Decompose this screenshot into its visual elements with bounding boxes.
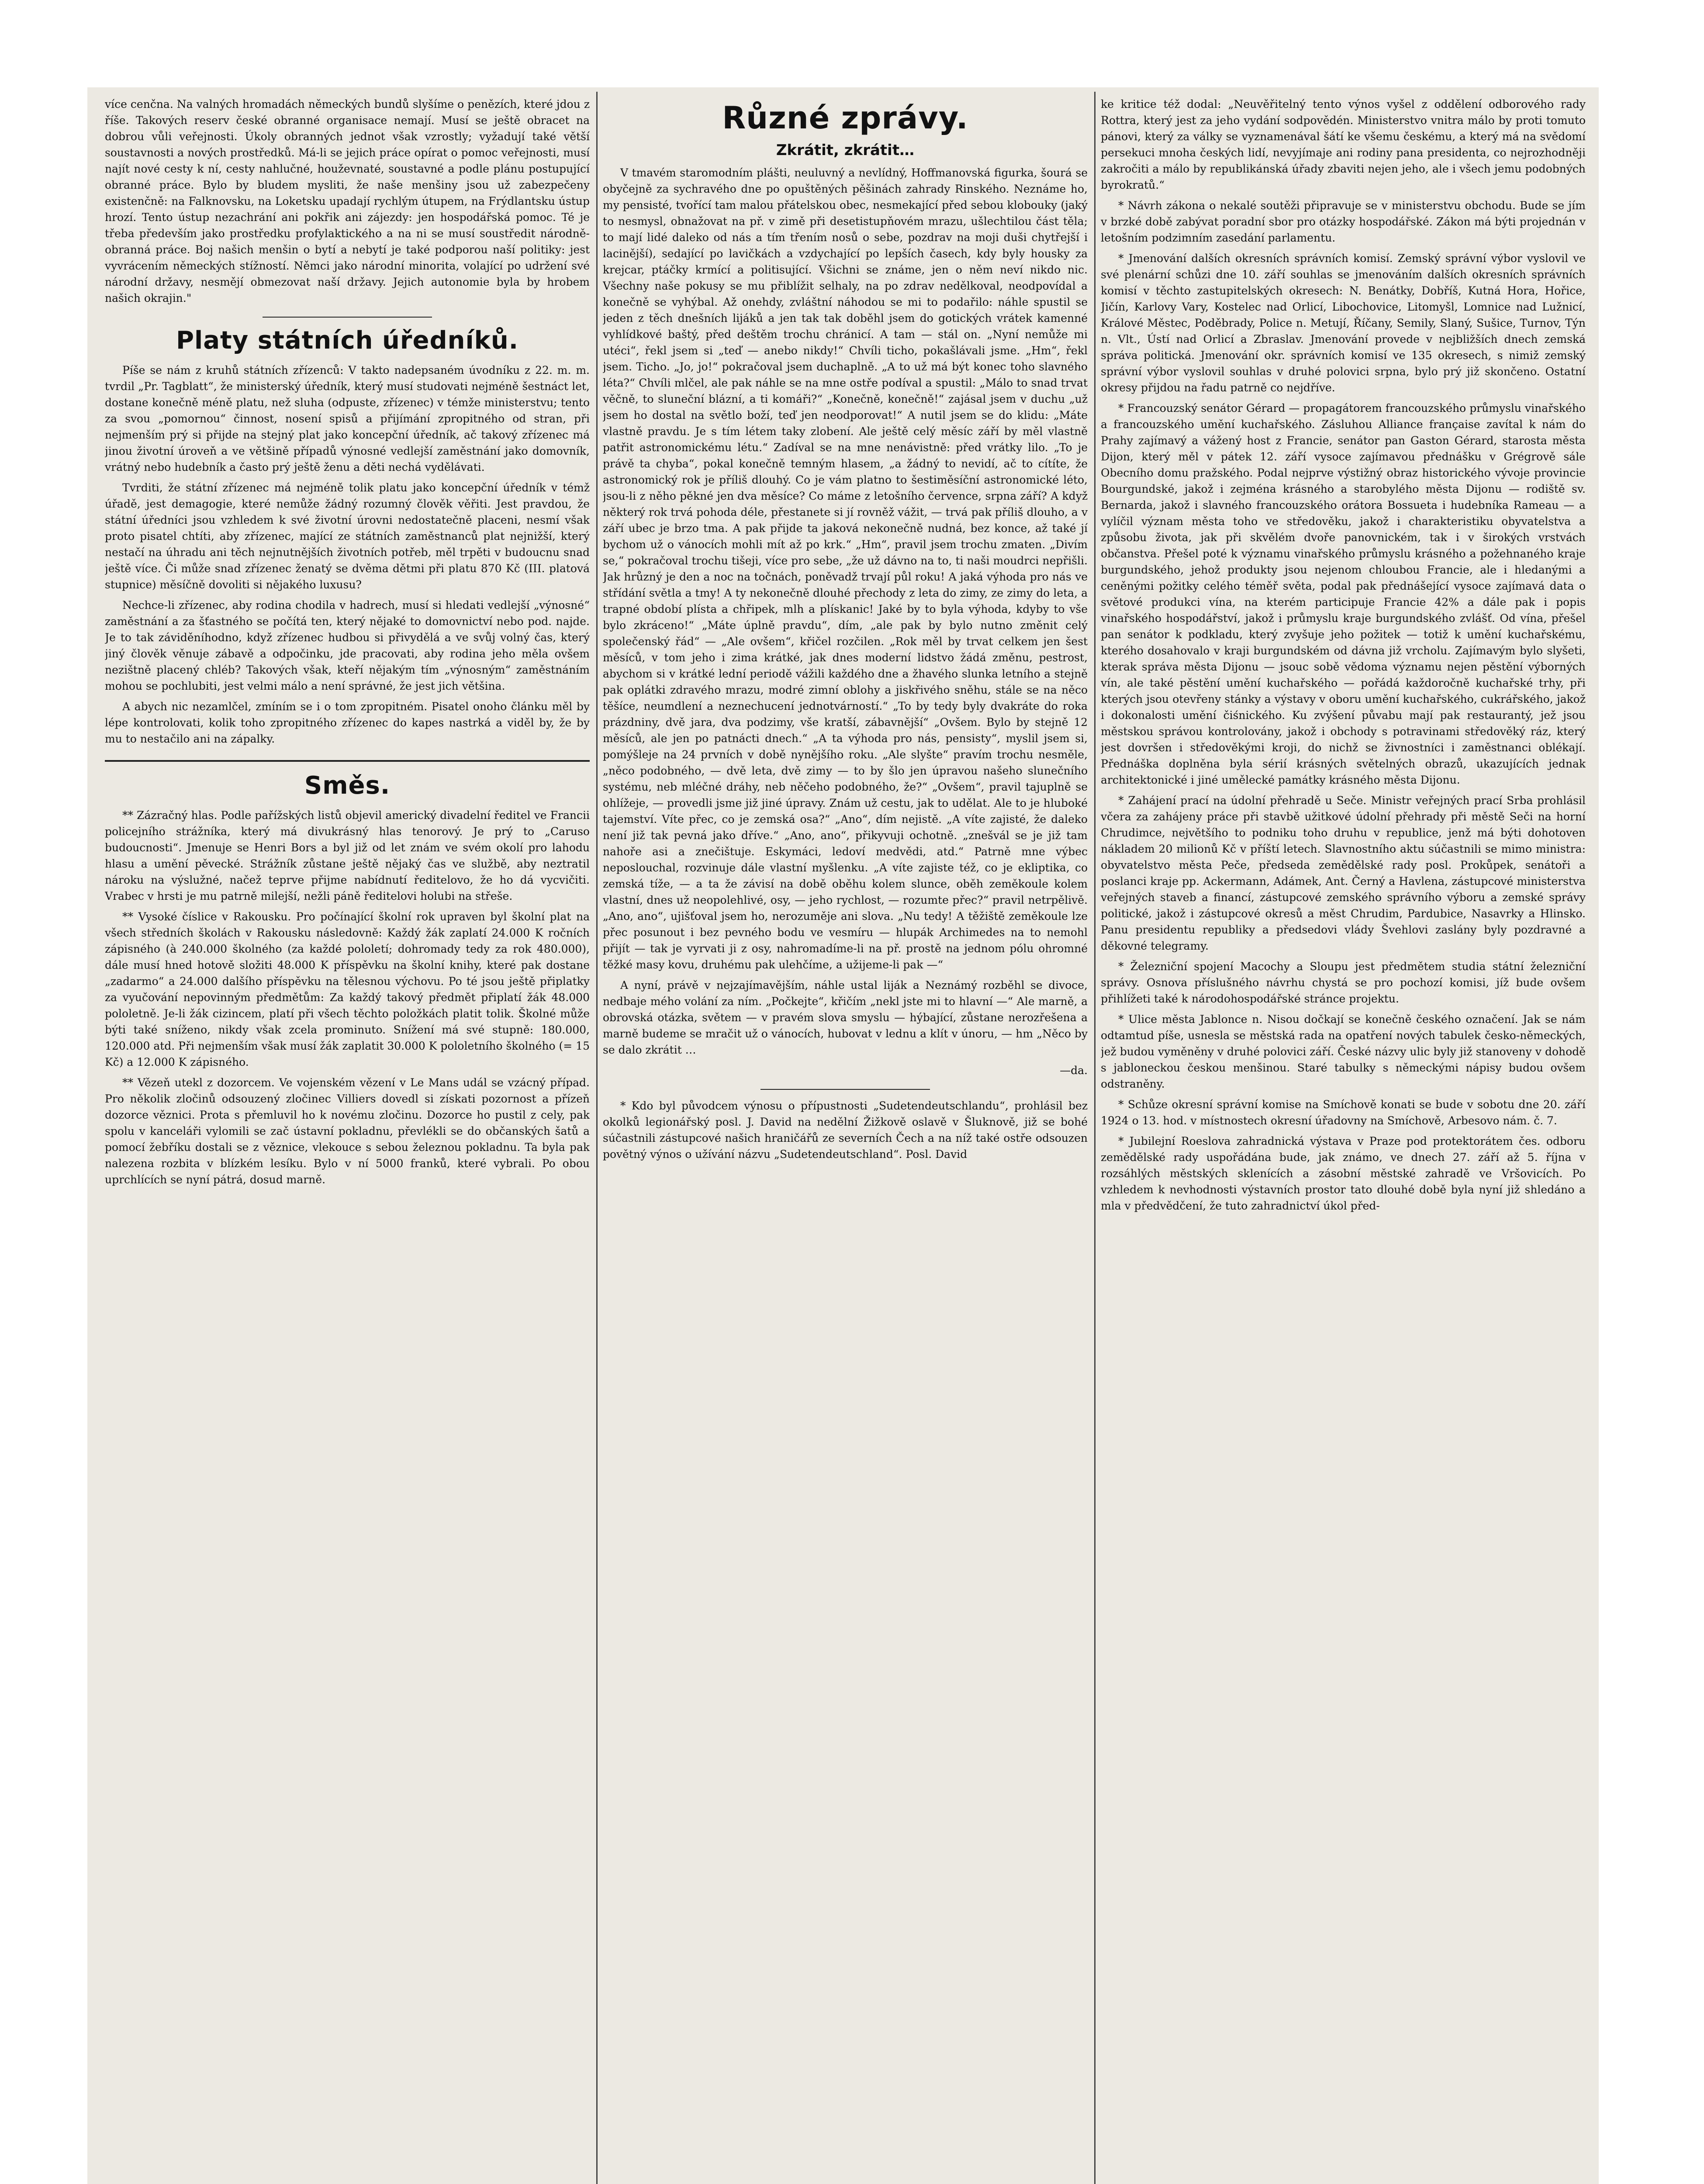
news-item: ** Vězeň utekl z dozorcem. Ve vojenském vězení v Le Mans udál se vzácný případ. Pro několik zločinů odsouzený zločinec Villiers dovedl si získati pozornost a přízeň dozorce věznici. Prota s přemluvil ho k novému zločinu. Dozorce ho pustil z cely, pak spolu v kanceláři vylomili se zač ústavní pokladnu, převlékli se do občanských šatů a pomocí žebříku dostali se z věznice, vlekouce s sebou železnou pokladnu. Ta byla pak nalezena rozbita v blízkém lesíku. Bylo v ní 5000 franků, které vybrali. Po obou uprchlících se nyní pátrá, dosud marně. (105, 1076, 590, 1186)
column-left (105, 96, 590, 2184)
article-paragraph: A abych nic nezamlčel, zmíním se i o tom zpropitném. Pisatel onoho článku měl by lépe kontrolovati, kolik toho zpropitného zřízenec do kapes nastrká a viděl by, že by mu to nestačilo ani na zápalky. (105, 700, 590, 745)
column-right (1101, 96, 1586, 2184)
news-item: * Schůze okresní správní komise na Smíchově konati se bude v sobotu dne 20. září 1924 o 13. hod. v místnostech okresní úřadovny na Smíchově, Arbesovo nám. č. 7. (1101, 1098, 1586, 1127)
article-paragraph: Píše se nám z kruhů státních zřízenců: V takto nadepsaném úvodníku z 22. m. m. tvrdil „Pr. Tagblatt“, že ministerský úředník, který musí studovati nejméně šestnáct let, dostane konečně méně platu, než sluha (odpuste, zřízenec) v témže ministerstvu; tento za svou „pomornou“ činnost, nosení spisů a přijímání zpropitného od stran, při nejmenším prý si přijde na stejný plat jako koncepční úředník, ač takový zřízenec má jinou životní úroveň a ve většině případů výnosné vedlejší zaměstnání jako domovník, vrátný nebo hudebník a často prý ještě ženu a děti nechá vydělávati. (105, 364, 590, 473)
newspaper-page (87, 87, 1599, 2184)
news-item-continuation: ke kritice též dodal: „Neuvěřitelný tento výnos vyšel z oddělení odborového rady Rottra, který jest za jeho vydání sodpovědén. Ministerstvo vnitra málo by proti tomuto pánovi, který za války se vyznamenával šátí ke všemu českému, a který má na svědomí persekuci mnoha českých lidí, nevyjímaje ani rodiny pana presidenta, co nejrozhodněji zakročiti a málo by republikánská úřady zbaviti nejen jeho, ale i všech jemu podobných byrokratů.“ (1101, 98, 1586, 191)
news-item: * Jubilejní Roeslova zahradnická výstava v Praze pod protektorátem čes. odboru zemědělské rady uspořádána bude, jak známo, ve dnech 27. září až 5. října v rozsáhlých městských sklenících a zásobní městské zahradě ve Vršovicích. Po vzhledem k nevhodnosti výstavních prostor tato dlouhé době byla nyní již shledáno a mla v předvědčení, že tuto zahradnictví úkol před- (1101, 1135, 1586, 1212)
feuilleton-paragraph: V tmavém staromodním plášti, neuluvný a nevlídný, Hoffmanovská figurka, šourá se obyčejně za sychravého dne po opuštěných pěšinách zahrady Rinského. Neznáme ho, my pensisté, tvořící tam malou přátelskou obec, nesmekající před sebou klobouky (jaký to nesmysl, obnažovat na př. v zimě při desetistupňovém mrazu, ušlechtilou část těla; to mají lidé daleko od nás a tím třením nosů o sebe, pozdrav na moji duši chytřejší i lacinější), sedající po lavičkách a vzdychající po lepších časech, kdy byly housky za krejcar, ptáčky krmící a politisující. Všichni se známe, jen o něm neví nikdo nic. Všechny naše pokusy se mu přiblížit selhaly, na po zdrav nedělkoval, neodpovídal a konečně se vyhýbal. Až onehdy, zvláštní náhodou se mi to podařilo: náhle spustil se jeden z těch dnešních lijáků a jen tak tak doběhl jsem do gotických vrátek kamenné vyhlídkové baštý, před deštěm trochu chránicí. A tam — stál on. „Nyní nemůže mi utéci“, řekl jsem si „teď — anebo nikdy!“ Chvíli ticho, pokašlávali jsme. „Hm“, řekl jsem. Ticho. „Jo, jo!“ pokračoval jsem duchaplně. „A to už má být konec toho slavného léta?“ Chvíli mlčel, ale pak náhle se na mne ostře podíval a spustil: „Málo to snad trvat věčně, to sluneční blázní, a ti komáři?“ „Konečně, konečně!“ zajásal jsem v duchu „už jsem ho dostal na světlo boží, teď jen neodporovat!“ A nutil jsem se do klidu: „Máte vlastně pravdu. Je s tím létem taky zlobení. Ale ještě celý měsíc září by měl vlastně patřit astronomickému létu.“ Zadíval se na mne nenávistně: před vrátky lilo. „To je právě ta chyba“, pokal konečně temným hlasem, „a žádný to nevidí, ač to cítíte, že astronomický rok je příliš dlouhý. Co je vám platno to šestiměsíční astronomické léto, jsou-li z něho pěkné jen dva měsíce? Co máme z letošního července, srpna září? A když některý rok trvá pohoda déle, přestanete si jí rovněž vážit, — trvá pak příliš dlouho, a v září ubec je brzo tma. A pak přijde ta jaková nekonečně nudná, bez konce, až také jí bychom už o vánocích mohli mít až po krk.“ „Hm“, pravil jsem trochu zmaten. „Divím se,“ pokračoval trochu tišeji, více pro sebe, „že už dávno na to, ti naši moudrci nepřišli. Jak hrůzný je den a noc na točnách, poněvadž trvají půl roku! A jaká výhoda pro nás ve střídání světla a tmy! A ty nekonečně dlouhé přechody z leta do zimy, ze zimy do leta, a trapné období plísta a chřipek, mlh a plískanic! Jaké by to byla výhoda, kdyby to vše bylo zkráceno!“ „Máte úplně pravdu“, dím, „ale pak by bylo nutno změnit celý společenský řád“ — „Ale ovšem“, křičel rozčilen. „Rok měl by trvat celkem jen šest měsíců, v tom jeho i zima krátké, jak dnes moderní lidstvo žádá změnu, pestrost, abychom si v krátké lední periodě vážili každého dne a žhavého slunka letního a stejně pak oplátki zdravého mrazu, modré zimní oblohy a jiskřivého sněhu, stále se na něco těšíce, neumdlení a neznechucení jednotvárností.“ „To by tedy byly dvakráte do roka prázdniny, dvě jara, dva podzimy, vše kratší, zábavnější“ „Ovšem. Bylo by stejně 12 měsíců, ale jen po patnácti dnech.“ „A ta výhoda pro nás, pensisty“, myslil jsem si, pomýšleje na 24 prvních v době nynějšího roku. „Ale slyšte“ pravím trochu nesměle, „něco podobného, — dvě leta, dvě zimy — to by šlo jen úpravou našeho slunečního systému, neb mléčné dráhy, neb něčeho podobného, že?“ „Ovšem“, pravil tajuplně se ohlížeje, — provedli jsme již jiné úpravy. Znám už cestu, jak to udělat. Ale to je hluboké tajemství. Víte přec, co je zemská osa?“ „Ano“, dím nejistě. „A víte zajisté, že daleko není již tak pevná jako dříve.“ „Ano, ano“, přikyvuji ochotně. „znešvál se je již tam nahoře asi a znečištuje. Eskymáci, ledoví medvědi, atd.“ Patrně mne výbec neposlouchal, rozvinuje dále vlastní myšlenku. „A víte zajiste též, co je ekliptika, co zemská tíže, — a ta že závisí na době oběhu kolem slunce, oběh zeměkoule kolem vlastní, dnes už neopolehlivé, osy, — jeho rychlost, — rozumte přec?“ pravil netrpělivě. „Ano, ano“, ujišťoval jsem ho, nerozuměje ani slova. „Nu tedy! A těžiště zeměkoule lze přec posunout i bez pevného bodu ve vesmíru — hlupák Archimedes na to nemohl přijít — tak je vyrvati ji z osy, nahromadíme-li na př. prostě na jednom pólu ohromné těžké masy kovu, druhému pak ulehčíme, a užijeme-li pak —“ (603, 166, 1088, 971)
column-middle (603, 96, 1088, 2184)
news-item: * Francouzský senátor Gérard — propagátorem francouzského průmyslu vinařského a francouzského umění kuchařského. Zásluhou Alliance française zavítal k nám do Prahy zajímavý a vážený host z Francie, senátor pan Gaston Gérard, starosta města Dijon, který měl v pátek 12. září vysoce zajímavou přednášku v Grégrově sále Obecního domu pražského. Podal nejprve výstižný obraz historického vývoje provincie Bourgundské, jakož i zejména krásného a starobylého města Dijonu — rodiště sv. Bernarda, jakož i slavného francouzského orátora Bossueta i hudebníka Rameau — a vylíčil význam města toho ve středověku, jakož i charakteristiku obyvatelstva a způsobu života, jak při skvělém dvoře panovnickém, tak i v širokých vrstvách občanstva. Přešel poté k významu vinařského průmyslu krásného a požehnaného kraje burgundského, jehož produkty jsou nejenom chloubou Francie, ale i hledanými a ceněnými požitky celého téměř světa, podal pak přednášející vysoce zajímavá data o světové produkci vína, na kterém participuje Francie 42% a dále pak i popis vinařského hospodářství, jakož i průmyslu kraje burgundského zvlášť. Od vína, přešel pan senátor k podkladu, který zvyšuje jeho požitek — totiž k umění kuchařskému, kterého dosahovalo v kraji burgundském od dávna již vrcholu. Zajímavým bylo slyšeti, kterak správa města Dijonu — jsouc sobě vědoma významu nejen pěstění výborných vín, ale také pěstění umění kuchařského — pořádá každoročně kuchařské trhy, při kterých jsou otevřeny stánky a výstavy v oboru umění kuchařského, cukrářského, jakož i dokonalosti umění čiśnického. Ku zvýšení půvabu mají pak restaurantý, jež jsou městskou správou kontrolovány, jakož i obchody s potravinami středověký ráz, který jest dovršen i středověkými kroji, do nichž se živnostníci i zaměstnanci oblékají. Přednáška doplněna byla sérií krásných světelných obrazů, ukazujících jednak architektonické i jiné umělecké památky krásného města Dijonu. (1101, 402, 1586, 786)
feuilleton-paragraph: A nyní, právě v nejzajímavějším, náhle ustal liják a Neznámý rozběhl se divoce, nedbaje mého volání za ním. „Počkejte“, křičím „nekl jste mi to hlavní —“ Ale marně, a obrovská otázka, světem — v pravém slova smyslu — hýbající, zůstane nerozřešena a marně budeme se mračit už o vánocích, hubovat v lednu a klít v únoru, — hm „Něco by se dalo zkrátit … (603, 979, 1088, 1056)
news-item: ** Zázračný hlas. Podle pařížských listů objevil americký divadelní ředitel ve Francii policejního strážníka, který má divukrásný hlas tenorový. Je prý to „Caruso budoucnosti“. Jmenuje se Henri Bors a byl již od let znám ve svém okolí pro lahodu hlasu a umění pěvecké. Strážník zůstane ještě nějaký čas ve službě, aby neztratil nároku na výslužné, načež teprve přijme nabídnutí ředitelovo, že ho dá vycvičiti. Vrabec v hrsti je mu patrně milejší, nežli páně ředitelovi holubi na střeše. (105, 809, 590, 902)
article-paragraph: Tvrditi, že státní zřízenec má nejméně tolik platu jako koncepční úředník v témž úřadě, jest demagogie, které nemůže žádný rozumný člověk věřiti. Jest pravdou, že státní úředníci jsou vzhledem k své životní úrovni nedostatečně placeni, nesmí však proto pisatel chtíti, aby zřízenec, mající ze státních zaměstnanců plat nejnižší, který nestačí na úhradu ani těch nejnutnějších životních potřeb, měl trpěti v budoucnu snad ještě více. Či může snad zřízenec ženatý se dvěma dětmi při platu 870 Kč (III. platová stupnice) měsíčně dovoliti si nějakého luxusu? (105, 481, 590, 591)
news-item: * Jmenování dalších okresních správních komisí. Zemský správní výbor vyslovil ve své plenární schůzi dne 10. září souhlas se jmenováním dalších okresních správních komisí v těchto zastupitelských okresech: N. Benátky, Dobříš, Kutná Hora, Hořice, Jičín, Karlovy Vary, Kostelec nad Orlicí, Libochovice, Litomyšl, Lomnice nad Lužnicí, Králové Městec, Poděbrady, Police n. Metují, Říčany, Semily, Slaný, Sušice, Turnov, Týn n. Vlt., Ústí nad Orlicí a Zbraslav. Jmenování provede v nejbližších dnech zemská správa politická. Jmenování okr. správních komisí ve 135 okresech, s nimiž zemský správní výbor vyslovil souhlas v druhé polovici srpna, bylo prý již skončeno. Ostatní okresy přijdou na řadu patrně co nejdříve. (1101, 252, 1586, 394)
news-item: * Ulice města Jablonce n. Nisou dočkají se konečně českého označení. Jak se nám odtamtud píše, usnesla se městská rada na opatření nových tabulek česko-německých, jež budou vyměněny v druhé polovici září. České názvy ulic byly již stanoveny v dohodě s jabloneckou českou menšinou. Staré tabulky s německými nápisy budou ovšem odstraněny. (1101, 1013, 1586, 1090)
author-signature: —da. (1060, 1064, 1088, 1077)
news-item: * Zahájení prací na údolní přehradě u Seče. Ministr veřejných prací Srba prohlásil včera za zahájeny práce při stavbě užitkové údolní přehrady při městě Seči na horní Chrudimce, největšího to podniku toho druhu v republice, jenž má býti dohotoven nákladem 20 milionů Kč v příští letech. Slavnostního aktu súčastnili se mimo ministra: obyvatelstvo města Peče, předseda zemědělské rady posl. Prokůpek, senátoři a poslanci kraje pp. Ackermann, Adámek, Ant. Černý a Havlena, zástupcové ministerstva veřejných staveb a financí, zástupcové zemského správního výboru a zemské správy politické, jakož i zástupcové okresů a měst Chrudim, Pardubice, Nasavrky a Hlinsko. Panu presidentu republiky a předsedovi vlády Švehlovi zaslány byly pozdravné a děkovné telegramy. (1101, 794, 1586, 952)
separator (263, 317, 432, 318)
news-item: * Železniční spojení Macochy a Sloupu jest předmětem studia státní železniční správy. Osnova příslušného návrhu chystá se pro pochozí komisi, jíž bude ovšem přihlížeti také k národohospodářské stránce projektu. (1101, 960, 1586, 1005)
article-continuation: více cenčna. Na valných hromadách německých bundů slyšíme o penězích, které jdou z říše. Takových reserv české obranné organisace nemají. Musí se ještě obracet na dobrou vůli veřejnosti. Úkoly obranných jednot však vzrostly; vyžadují také větší soustavnosti a nových prostředků. Má-li se jejich práce opírat o pomoc veřejnosti, musí najít nové cesty k ní, cesty nahlučné, houževnaté, soustavné a podle plánu postupující obranné práce. Bylo by bludem mysliti, že naše menšiny jsou už zabezpečeny existenčně: na Falknovsku, na Loketsku upadají rychlým útupem, na Frýdlantsku ústup hrozí. Tento ústup nezachrání ani pokřik ani zájezdy: jen hospodářská pomoc. Té je třeba především jako prostředku profylaktického a na ni se musí soustředit národně-obranná práce. Boj našich menšin o bytí a nebytí je také podporou naší politiky: jest vyvrácením německých stížností. Němci jako národní minorita, volající po udržení své národní državy, nesmějí obmezovat naší državy. Jejich autonomie byla by hrobem našich okrajin." (105, 98, 590, 304)
news-item: * Kdo byl původcem výnosu o přípustnosti „Sudetendeutschlandu“, prohlásil bez okolků legionářský posl. J. David na nedělní Žižkově oslavě v Šluknově, již se bohé súčastnili zástupcové našich hraničářů ze severních Čech a na níž také ostře odsouzen povětný výnos o užívání názvu „Sudetendeutschland“. Posl. David (603, 1099, 1088, 1161)
column-divider (1094, 92, 1096, 2184)
headline-ruzne-zpravy: Různé zprávy. (722, 100, 968, 136)
column-divider (596, 92, 598, 2184)
article-paragraph: Nechce-li zřízenec, aby rodina chodila v hadrech, musí si hledati vedlejší „výnosné“ zaměstnání a za šťastného se počítá ten, který nějaké to domovnictví nebo pod. najde. Je to tak záviděníhodno, když zřízenec hudbou si přivydělá a ve svůj volný čas, který jiný člověk věnuje zábavě a odpočinku, jde pracovati, aby rodina jeho měla ovšem nezištně placený chléb? Takových však, kteří nějakým tím „výnosným“ zaměstnáním mohou se pochlubiti, jest velmi málo a není správné, že jest jich většina. (105, 599, 590, 692)
news-item: ** Vysoké číslice v Rakousku. Pro počínající školní rok upraven byl školní plat na všech středních školách v Rakousku následovně: Každý žák zaplatí 24.000 K ročních zápisného (à 240.000 školného (za každé pololetí; dohromady tedy za rok 480.000), dále musí hned hotově složiti 48.000 K příspěvku na školní knihy, které pak dostane „zadarmo“ a 24.000 dalšího příspěvku na tělesnou výchovu. Po té jsou ještě připlatky za vyučování nepovinným předmětům: Za každý takový předmět připlatí žák 48.000 pololetně. Je-li žák cizincem, platí při všech těchto položkách platit tolik. Školné může býti také sníženo, nikdy však zcela prominuto. Snížení má své stupně: 180.000, 120.000 atd. Při nejmenším však musí žák zaplatit 30.000 K pololetního školného (= 15 Kč) a 12.000 K zápisného. (105, 910, 590, 1068)
section-rule (105, 760, 590, 762)
headline-platy: Platy státních úředníků. (176, 326, 519, 355)
news-item: * Návrh zákona o nekalé soutěži připravuje se v ministerstvu obchodu. Bude se jím v brzké době zabývat poradní sbor pro otázky hospodářské. Zákon má býti projednán v letošním podzimním zasedání parlamentu. (1101, 199, 1586, 244)
subheadline: Zkrátit, zkrátit… (776, 142, 915, 159)
separator (760, 1089, 930, 1090)
headline-smes: Směs. (304, 771, 391, 800)
